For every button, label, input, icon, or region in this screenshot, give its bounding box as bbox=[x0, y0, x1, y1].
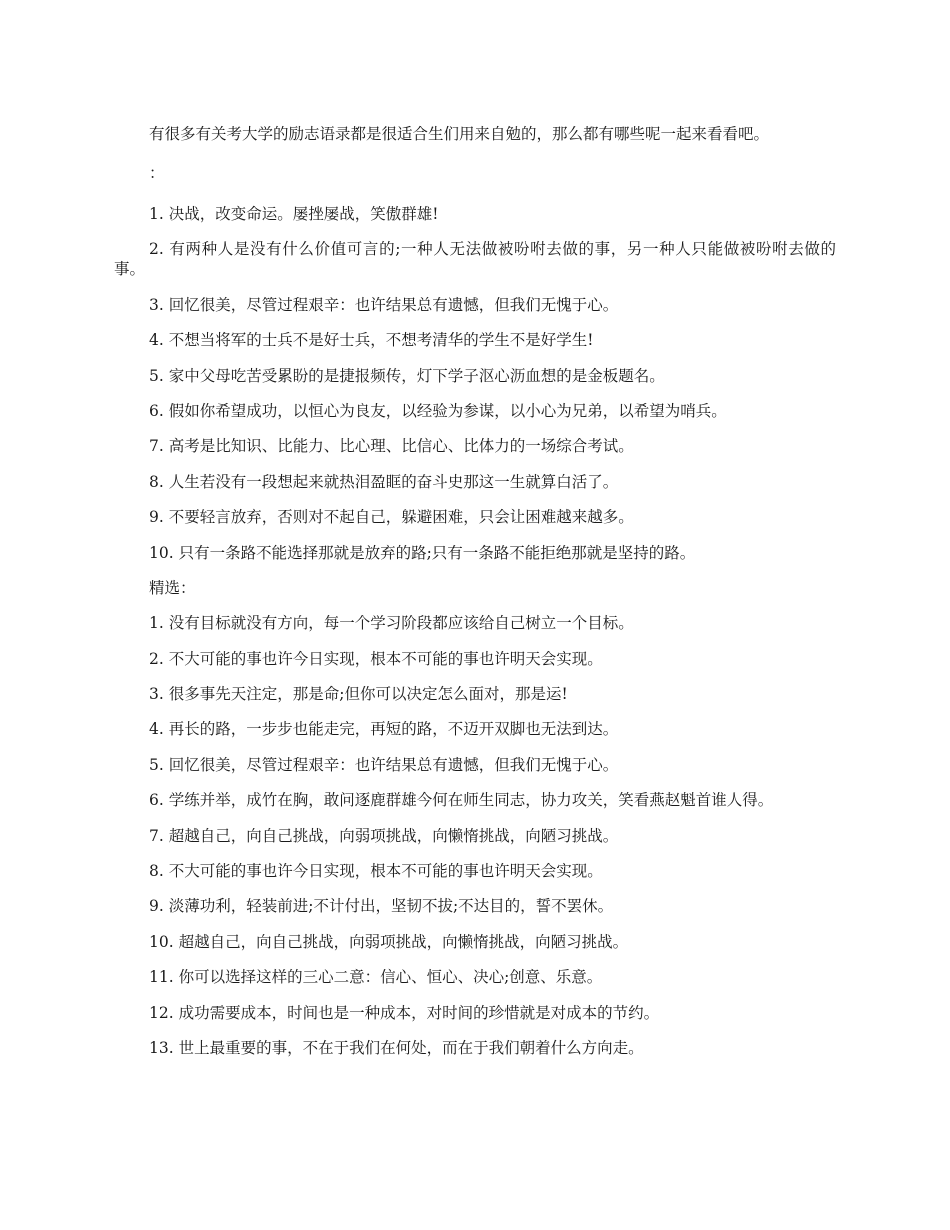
list-item: 9. 淡薄功利，轻装前进;不计付出，坚韧不拔;不达目的，誓不罢休。 bbox=[149, 897, 614, 916]
list-item: 8. 人生若没有一段想起来就热泪盈眶的奋斗史那这一生就算白活了。 bbox=[149, 472, 619, 491]
list-item: 3. 回忆很美，尽管过程艰辛：也许结果总有遗憾，但我们无愧于心。 bbox=[149, 295, 619, 314]
intro-paragraph: 有很多有关考大学的励志语录都是很适合生们用来自勉的，那么都有哪些呢一起来看看吧。 bbox=[149, 125, 770, 143]
list-item: 2. 有两种人是没有什么价值可言的;一种人无法做被吩咐去做的事，另一种人只能做被吩咐去做的事。 bbox=[114, 240, 836, 279]
list-item: 1. 没有目标就没有方向，每一个学习阶段都应该给自己树立一个目标。 bbox=[149, 614, 634, 633]
list-item: 11. 你可以选择这样的三心二意：信心、恒心、决心;创意、乐意。 bbox=[149, 968, 603, 987]
document-page bbox=[114, 124, 836, 1073]
list-item: 10. 超越自己，向自己挑战，向弱项挑战，向懒惰挑战，向陋习挑战。 bbox=[149, 932, 629, 951]
list-item: 7. 高考是比知识、比能力、比心理、比信心、比体力的一场综合考试。 bbox=[149, 437, 634, 456]
list-item: 5. 家中父母吃苦受累盼的是捷报频传，灯下学子沤心沥血想的是金板题名。 bbox=[149, 366, 665, 385]
list-item: 1. 决战，改变命运。屡挫屡战，笑傲群雄! bbox=[149, 205, 439, 223]
list-item: 9. 不要轻言放弃，否则对不起自己，躲避困难，只会让困难越来越多。 bbox=[149, 508, 634, 527]
list-item: 12. 成功需要成本，时间也是一种成本，对时间的珍惜就是对成本的节约。 bbox=[149, 1003, 660, 1022]
list-item: 6. 假如你希望成功，以恒心为良友，以经验为参谋，以小心为兄弟，以希望为哨兵。 bbox=[149, 401, 727, 420]
section-heading: 精选： bbox=[149, 578, 196, 597]
list-item: 6. 学练并举，成竹在胸，敢问逐鹿群雄今何在师生同志，协力攻关，笑看燕赵魁首谁人得。 bbox=[149, 791, 774, 810]
list-item: 10. 只有一条路不能选择那就是放弃的路;只有一条路不能拒绝那就是坚持的路。 bbox=[149, 543, 696, 562]
list-item: 8. 不大可能的事也许今日实现，根本不可能的事也许明天会实现。 bbox=[149, 862, 603, 881]
list-item: 7. 超越自己，向自己挑战，向弱项挑战，向懒惰挑战，向陋习挑战。 bbox=[149, 826, 619, 845]
colon-line: ： bbox=[149, 164, 165, 182]
list-item: 13. 世上最重要的事，不在于我们在何处，而在于我们朝着什么方向走。 bbox=[149, 1038, 644, 1057]
list-item: 5. 回忆很美，尽管过程艰辛：也许结果总有遗憾，但我们无愧于心。 bbox=[149, 755, 619, 774]
list-item: 4. 再长的路，一步步也能走完，再短的路，不迈开双脚也无法到达。 bbox=[149, 720, 619, 739]
list-item: 2. 不大可能的事也许今日实现，根本不可能的事也许明天会实现。 bbox=[149, 649, 603, 668]
list-item: 4. 不想当将军的士兵不是好士兵，不想考清华的学生不是好学生! bbox=[149, 331, 594, 350]
list-item: 3. 很多事先天注定，那是命;但你可以决定怎么面对，那是运! bbox=[149, 685, 568, 704]
